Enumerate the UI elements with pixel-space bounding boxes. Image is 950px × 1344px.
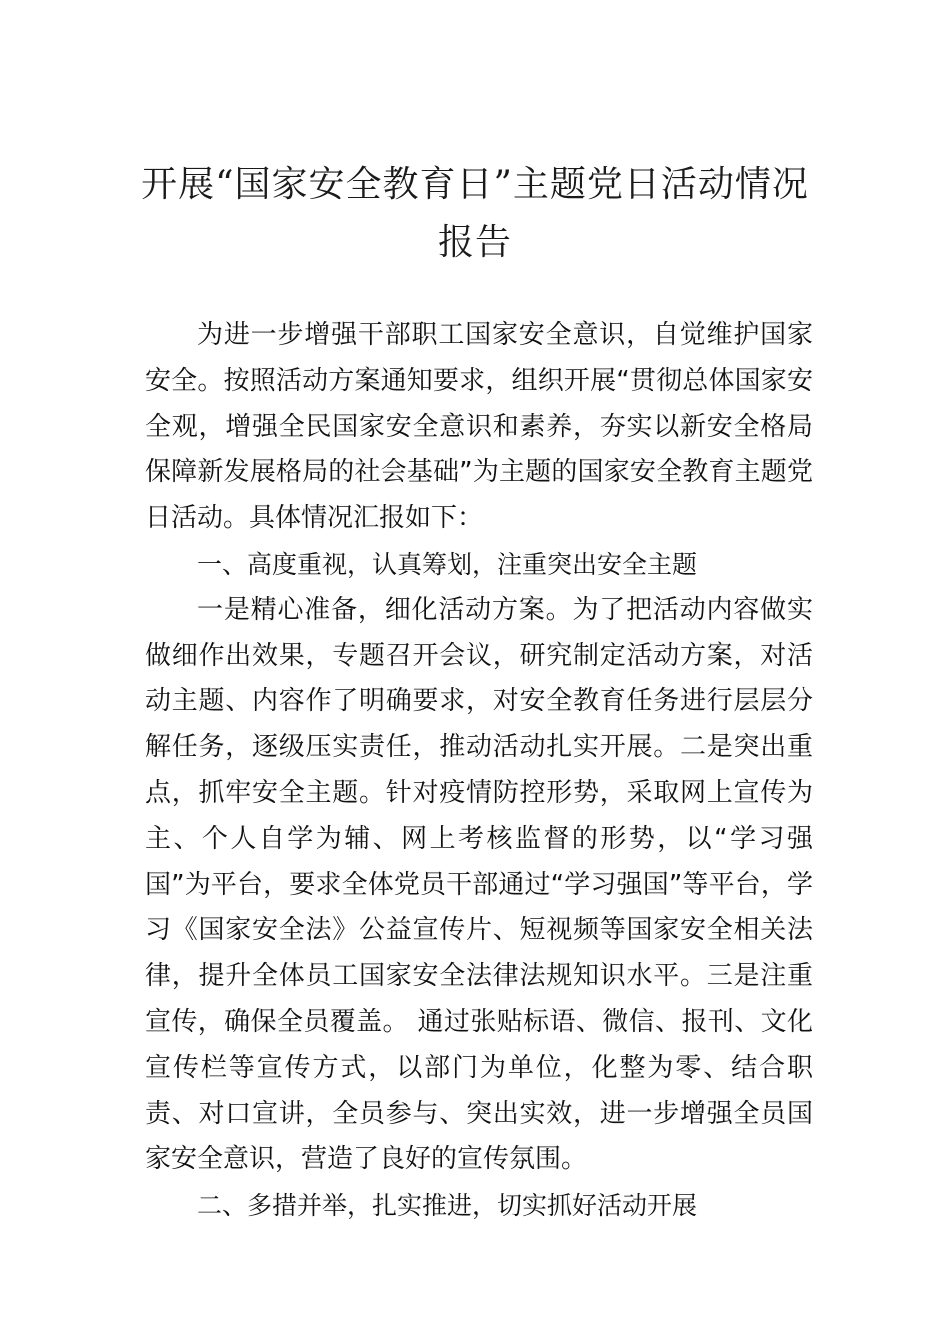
section-heading-1: 一、高度重视，认真筹划，注重突出安全主题 — [197, 549, 698, 579]
section-heading-2: 二、多措并举，扎实推进，切实抓好活动开展 — [197, 1191, 698, 1221]
document-body — [145, 313, 813, 1229]
intro-paragraph: 为进一步增强干部职工国家安全意识，自觉维护国家安全。按照活动方案通知要求，组织开展“贯彻总体国家安全观，增强全民国家安全意识和素养，夯实以新安全格局保障新发展格局的社会基础”为主题的国家安全教育主题党日活动。具体情况汇报如下： — [145, 320, 813, 534]
section-1-paragraph: 一是精心准备，细化活动方案。为了把活动内容做实做细作出效果，专题召开会议，研究制定活动方案，对活动主题、内容作了明确要求，对安全教育任务进行层层分解任务，逐级压实责任，推动活动扎实开展。二是突出重点，抓牢安全主题。针对疫情防控形势，采取网上宣传为主、个人自学为辅、网上考核监督的形势，以“学习强国”为平台，要求全体党员干部通过“学习强国”等平台，学习《国家安全法》公益宣传片、短视频等国家安全相关法律，提升全体员工国家安全法律法规知识水平。三是注重宣传，确保全员覆盖。 通过张贴标语、微信、报刊、文化宣传栏等宣传方式，以部门为单位，化整为零、结合职责、对口宣讲，全员参与、突出实效，进一步增强全员国家安全意识，营造了良好的宣传氛围。 — [145, 594, 813, 1175]
document-title: 开展“国家安全教育日”主题党日活动情况报告 — [141, 164, 809, 263]
